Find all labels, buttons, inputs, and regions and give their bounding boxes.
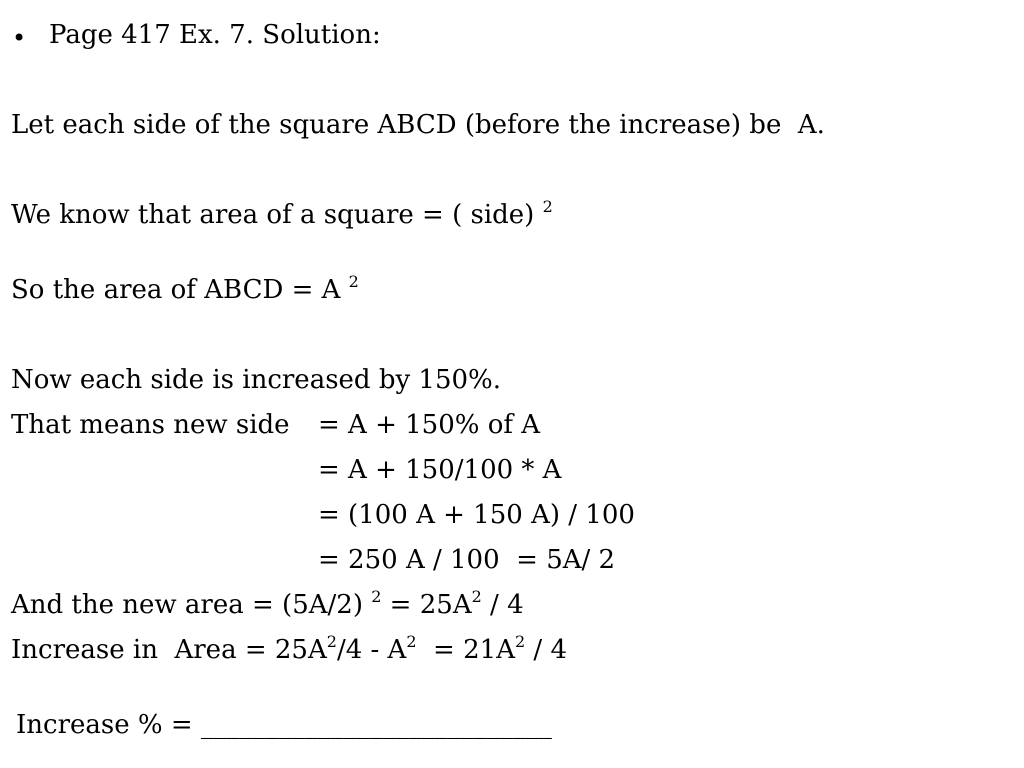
text-line-area-formula xyxy=(11,197,553,230)
new-area-part: = 25A xyxy=(381,590,472,620)
superscript: 2 xyxy=(406,632,417,651)
text-line-new-area xyxy=(11,587,524,620)
text-line-area-abcd xyxy=(11,272,359,305)
superscript: 2 xyxy=(514,632,526,651)
text-line-increase: Now each side is increased by 150%. xyxy=(11,365,502,395)
text-line-new-side-label: That means new side xyxy=(11,410,290,440)
equation-step: = 250 A / 100 = 5A/ 2 xyxy=(318,545,616,575)
equation-step: = A + 150/100 * A xyxy=(318,455,562,485)
superscript: 2 xyxy=(471,587,482,606)
superscript: 2 xyxy=(542,197,553,216)
heading: Page 417 Ex. 7. Solution: xyxy=(49,20,381,50)
increase-area-part: / 4 xyxy=(525,635,568,665)
increase-area-part: /4 - A xyxy=(336,635,407,665)
increase-area-part: Increase in Area = 25A xyxy=(11,635,327,665)
area-formula-text: We know that area of a square = ( side) xyxy=(11,200,543,230)
superscript: 2 xyxy=(348,272,359,291)
text-line-increase-percent: Increase % = ___________________________ xyxy=(16,710,552,740)
increase-area-part: = 21A xyxy=(416,635,515,665)
superscript: 2 xyxy=(326,632,337,651)
text-line-side-definition: Let each side of the square ABCD (before the increase) be A. xyxy=(11,110,825,140)
equation-step: = (100 A + 150 A) / 100 xyxy=(318,500,635,530)
text-line-increase-area xyxy=(11,632,568,665)
bullet-point: • xyxy=(12,24,27,52)
equation-step: = A + 150% of A xyxy=(318,410,541,440)
new-area-part: And the new area = (5A/2) xyxy=(11,590,372,620)
superscript: 2 xyxy=(371,587,382,606)
new-area-part: / 4 xyxy=(481,590,524,620)
area-abcd-text: So the area of ABCD = A xyxy=(11,275,349,305)
